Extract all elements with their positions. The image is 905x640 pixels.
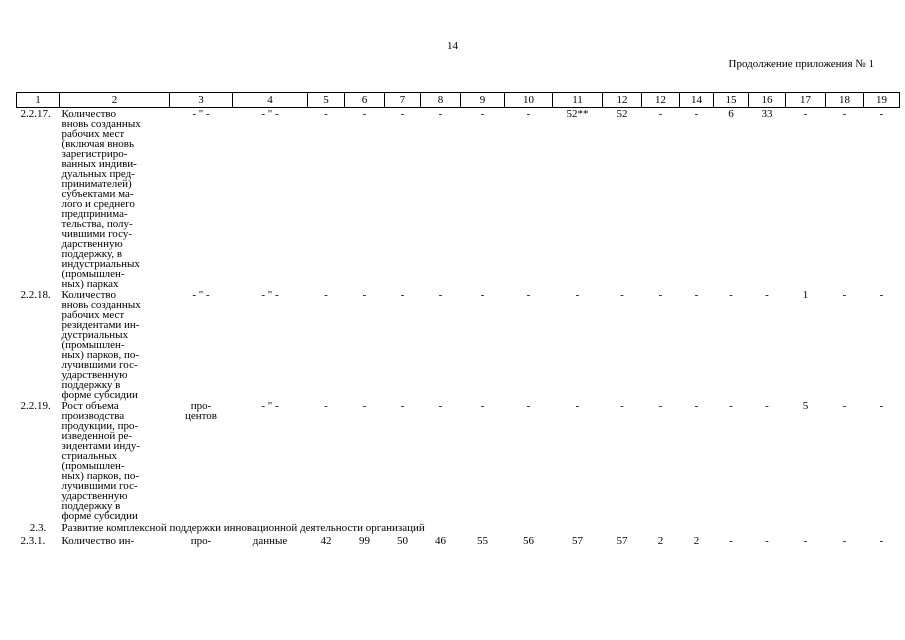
column-number: 17 [786, 93, 826, 108]
value-cell: - [842, 535, 847, 547]
indicators-table [16, 92, 900, 546]
value-cell: - [400, 400, 405, 412]
value-cell: - [480, 400, 485, 412]
value-cell: 55 [477, 535, 488, 547]
column-number: 15 [714, 93, 749, 108]
column-number: 6 [345, 93, 385, 108]
value-cell: - [438, 289, 443, 301]
indicator-name: Количество ин- [61, 535, 135, 547]
unit-cell: - " - [192, 289, 210, 301]
row-number: 2.2.17. [20, 108, 51, 120]
column-number: 4 [233, 93, 308, 108]
indicator-name: Количество вновь созданных рабочих мест (включая вновь зарегистриро- ванных индиви- дуальных пред- принимателей) субъектами ма- лого и среднего предпринима- тельства, полу- чившими госу- дарственную поддержку, в индустриальных (промышлен- ных) парках [61, 108, 141, 290]
value-cell: 50 [397, 535, 408, 547]
column-number: 11 [553, 93, 603, 108]
value-cell: - [879, 289, 884, 301]
column-number: 8 [421, 93, 461, 108]
page-number: 14 [447, 40, 458, 52]
column-number: 16 [749, 93, 786, 108]
source-cell: данные [252, 535, 288, 547]
value-cell: 46 [435, 535, 446, 547]
value-cell: - [879, 108, 884, 120]
column-number: 18 [826, 93, 864, 108]
value-cell: 2 [657, 535, 664, 547]
indicator-row [17, 535, 900, 546]
value-cell: - [575, 400, 580, 412]
indicator-row [17, 108, 900, 290]
value-cell: - [480, 108, 485, 120]
value-cell: - [729, 535, 733, 547]
value-cell: - [620, 400, 624, 412]
value-cell: - [842, 108, 847, 120]
value-cell: 6 [728, 108, 734, 120]
unit-cell: - " - [192, 108, 210, 120]
unit-cell: про- центов [184, 400, 217, 422]
column-number: 10 [505, 93, 553, 108]
header-row [17, 93, 900, 108]
value-cell: - [400, 289, 405, 301]
value-cell: - [362, 400, 367, 412]
value-cell: - [438, 400, 443, 412]
value-cell: - [879, 535, 884, 547]
value-cell: 42 [320, 535, 332, 547]
column-number: 7 [385, 93, 421, 108]
value-cell: - [765, 535, 769, 547]
value-cell: - [729, 400, 733, 412]
value-cell: - [658, 289, 663, 301]
continuation-label: Продолжение приложения № 1 [728, 58, 874, 70]
value-cell: 1 [802, 289, 809, 301]
column-number: 1 [17, 93, 60, 108]
unit-cell: про- [190, 535, 212, 547]
value-cell: - [694, 400, 699, 412]
column-number: 3 [170, 93, 233, 108]
section-title: Развитие комплексной поддержки инновационной деятельности организаций [61, 522, 425, 534]
value-cell: - [400, 108, 405, 120]
value-cell: - [842, 289, 847, 301]
value-cell: - [879, 400, 884, 412]
value-cell: - [842, 400, 847, 412]
value-cell: 99 [359, 535, 370, 547]
value-cell: - [694, 289, 699, 301]
value-cell: - [480, 289, 485, 301]
section-number: 2.3. [29, 522, 47, 534]
source-cell: - " - [261, 289, 279, 301]
value-cell: - [526, 108, 531, 120]
value-cell: - [362, 108, 367, 120]
value-cell: - [694, 108, 699, 120]
value-cell: - [362, 289, 367, 301]
value-cell: - [729, 289, 733, 301]
source-cell: - " - [261, 108, 279, 120]
value-cell: - [803, 108, 808, 120]
column-number: 12 [642, 93, 680, 108]
value-cell: - [575, 289, 580, 301]
indicator-row [17, 400, 900, 521]
value-cell: 2 [693, 535, 700, 547]
indicator-name: Количество вновь созданных рабочих мест резидентами ин- дустриальных (промышлен- ных) парков, по- лучившими гос- ударственную поддержку в форме субсидии [61, 289, 141, 401]
value-cell: 57 [616, 535, 628, 547]
section-row [17, 521, 900, 535]
indicator-row [17, 289, 900, 400]
column-number: 5 [308, 93, 345, 108]
row-number: 2.2.19. [20, 400, 51, 412]
value-cell: 56 [523, 535, 534, 547]
value-cell: - [324, 108, 328, 120]
value-cell: - [438, 108, 443, 120]
value-cell: - [620, 289, 624, 301]
value-cell: 33 [761, 108, 773, 120]
value-cell: - [803, 535, 808, 547]
column-number: 14 [680, 93, 714, 108]
value-cell: 52 [616, 108, 628, 120]
value-cell: - [658, 108, 663, 120]
value-cell: - [765, 289, 769, 301]
value-cell: - [526, 400, 531, 412]
column-number: 9 [461, 93, 505, 108]
indicator-name: Рост объема производства продукции, про- изведенной ре- зидентами инду- стриальных (промышлен- ных) парков, по- лучившими гос- ударственную поддержку в форме субсидии [61, 400, 141, 522]
row-number: 2.2.18. [20, 289, 51, 301]
source-cell: - " - [261, 400, 279, 412]
column-number: 12 [603, 93, 642, 108]
column-number: 19 [864, 93, 900, 108]
value-cell: 57 [572, 535, 583, 547]
value-cell: 5 [802, 400, 809, 412]
value-cell: - [526, 289, 531, 301]
value-cell: - [765, 400, 769, 412]
row-number: 2.3.1. [20, 535, 46, 547]
value-cell: - [658, 400, 663, 412]
value-cell: 52** [566, 108, 589, 120]
value-cell: - [324, 289, 328, 301]
value-cell: - [324, 400, 328, 412]
column-number: 2 [60, 93, 170, 108]
